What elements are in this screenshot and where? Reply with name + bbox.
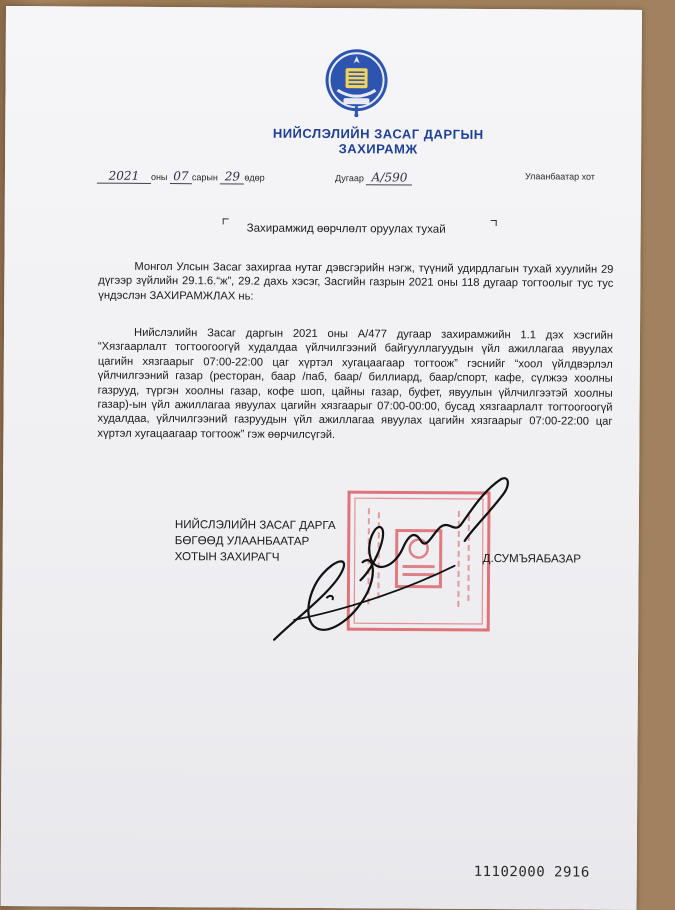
- date-year-suffix: оны: [150, 171, 168, 183]
- document-subject: Захирамжид өөрчлөлт оруулах тухай: [246, 222, 446, 236]
- number-label: Дугаар: [334, 173, 364, 184]
- date-day: 29: [220, 169, 244, 184]
- handwritten-signature: [264, 470, 520, 662]
- date-day-suffix: өдөр: [244, 172, 265, 183]
- paragraph-order: Нийслэлийн Засаг даргын 2021 оны А/477 дугаар захирамжийн 1.1 дэх хэсгийн “Хязгаарлалт тогтоогоогүй худалдаа үйлчилгээний байгууллагуудын үйл ажиллагаа явуулах цагийн хязгаарыг 07:00-22:00 цаг хүртэл хугацаагаар тогтоож” гэснийг “хоол үйлдвэрлэл үйлчилгээний газар (ресторан, баар /паб, баар/ биллиард, баар/спорт, кафе, сүлжээ хоолны газрууд, түргэн хоолны газар, кофе шоп, цайны газар, буфет, явуулын үйлчилгээтэй хоолны газар)-ын үйл ажиллагаа явуулах цагийн хязгаарыг 07:00-00:00, бусад хязгаарлалт тогтоогоогүй худалдаа, үйлчилгээний газруудын үйл ажиллагаа явуулах цагийн хязгаарыг 07:00-22:00 цаг хүртэл хугацаагаар тогтоож” гэж өөрчилсүгэй.: [97, 326, 614, 441]
- serial-number: 11102000 2916: [473, 863, 590, 881]
- state-emblem-icon: [323, 46, 389, 118]
- document-type: ЗАХИРАМЖ: [338, 141, 418, 157]
- number-line: [335, 170, 413, 185]
- date-year: 2021: [97, 169, 151, 184]
- signatory-title-line3: ХОТЫН ЗАХИРАГЧ: [174, 550, 280, 564]
- signatory-name: Д.СУМЪЯАБАЗАР: [482, 551, 582, 566]
- paragraph-basis: Монгол Улсын Засаг захиргаа нутаг дэвсгэрийн нэгж, түүний удирдлагын тухай хуулийн 29 дүгээр зүйлийн 29.1.6.“ж”, 29.2 дахь хэсэг, Засгийн газрын 2021 оны 118 дугаар тогтоолыг тус тус үндэслэн ЗАХИРАМЖЛАХ нь:: [98, 260, 614, 303]
- signatory-title-line1: НИЙСЛЭЛИЙН ЗАСАГ ДАРГА: [174, 518, 336, 533]
- date-line: [97, 169, 265, 185]
- date-month: 07: [170, 169, 192, 184]
- document-number: А/590: [366, 170, 412, 185]
- signatory-title-line2: БӨГӨӨД УЛААНБААТАР: [174, 534, 310, 548]
- date-month-suffix: сарын: [191, 172, 218, 183]
- city-label: Улаанбаатар хот: [524, 171, 595, 182]
- title-bracket-right: [491, 220, 497, 226]
- document-page: [1, 6, 642, 910]
- issuer-title: НИЙСЛЭЛИЙН ЗАСАГ ДАРГЫН: [272, 125, 484, 142]
- title-bracket-left: [223, 218, 229, 224]
